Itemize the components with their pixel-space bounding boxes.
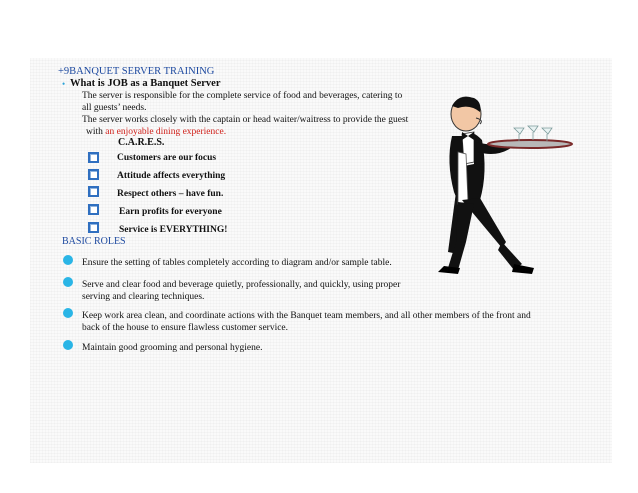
- bullet-icon: [63, 255, 73, 265]
- role-line: Serve and clear food and beverage quietly, professionally, and quickly, using proper: [82, 280, 401, 290]
- role-line: serving and clearing techniques.: [82, 292, 205, 302]
- checkbox-icon: [88, 204, 99, 215]
- cares-item: Earn profits for everyone: [119, 207, 222, 217]
- cares-item: Service is EVERYTHING!: [119, 225, 228, 235]
- paragraph-line: The server is responsible for the complete service of food and beverages, catering to: [82, 91, 403, 101]
- paragraph-line: all guests’ needs.: [82, 103, 147, 113]
- cares-heading: C.A.R.E.S.: [118, 137, 165, 148]
- cares-item: Customers are our focus: [117, 153, 217, 163]
- basic-roles-heading: BASIC ROLES: [62, 236, 126, 247]
- cares-item: Attitude affects everything: [117, 171, 226, 181]
- checkbox-icon: [88, 152, 99, 163]
- role-line: Ensure the setting of tables completely according to diagram and/or sample table.: [82, 258, 392, 268]
- bullet-icon: •: [62, 79, 66, 89]
- role-line: back of the house to ensure flawless customer service.: [82, 323, 289, 333]
- bullet-icon: [63, 340, 73, 350]
- paragraph-line: The server works closely with the captain or head waiter/waitress to provide the guest: [82, 115, 409, 125]
- bullet-icon: [63, 277, 73, 287]
- section-question: What is JOB as a Banquet Server: [70, 78, 221, 89]
- page-title: +9BANQUET SERVER TRAINING: [58, 66, 215, 77]
- waiter-carrying-tray-icon: [418, 92, 588, 282]
- role-line: Maintain good grooming and personal hygiene.: [82, 343, 263, 353]
- checkbox-icon: [88, 186, 99, 197]
- cares-item: Respect others – have fun.: [117, 189, 224, 199]
- paragraph-line: [86, 127, 226, 137]
- role-line: Keep work area clean, and coordinate actions with the Banquet team members, and all other members of the front and: [82, 311, 531, 321]
- paragraph-prefix: with: [86, 127, 106, 137]
- checkbox-icon: [88, 169, 99, 180]
- highlight-text: an enjoyable dining experience.: [105, 127, 227, 137]
- checkbox-icon: [88, 222, 99, 233]
- bullet-icon: [63, 308, 73, 318]
